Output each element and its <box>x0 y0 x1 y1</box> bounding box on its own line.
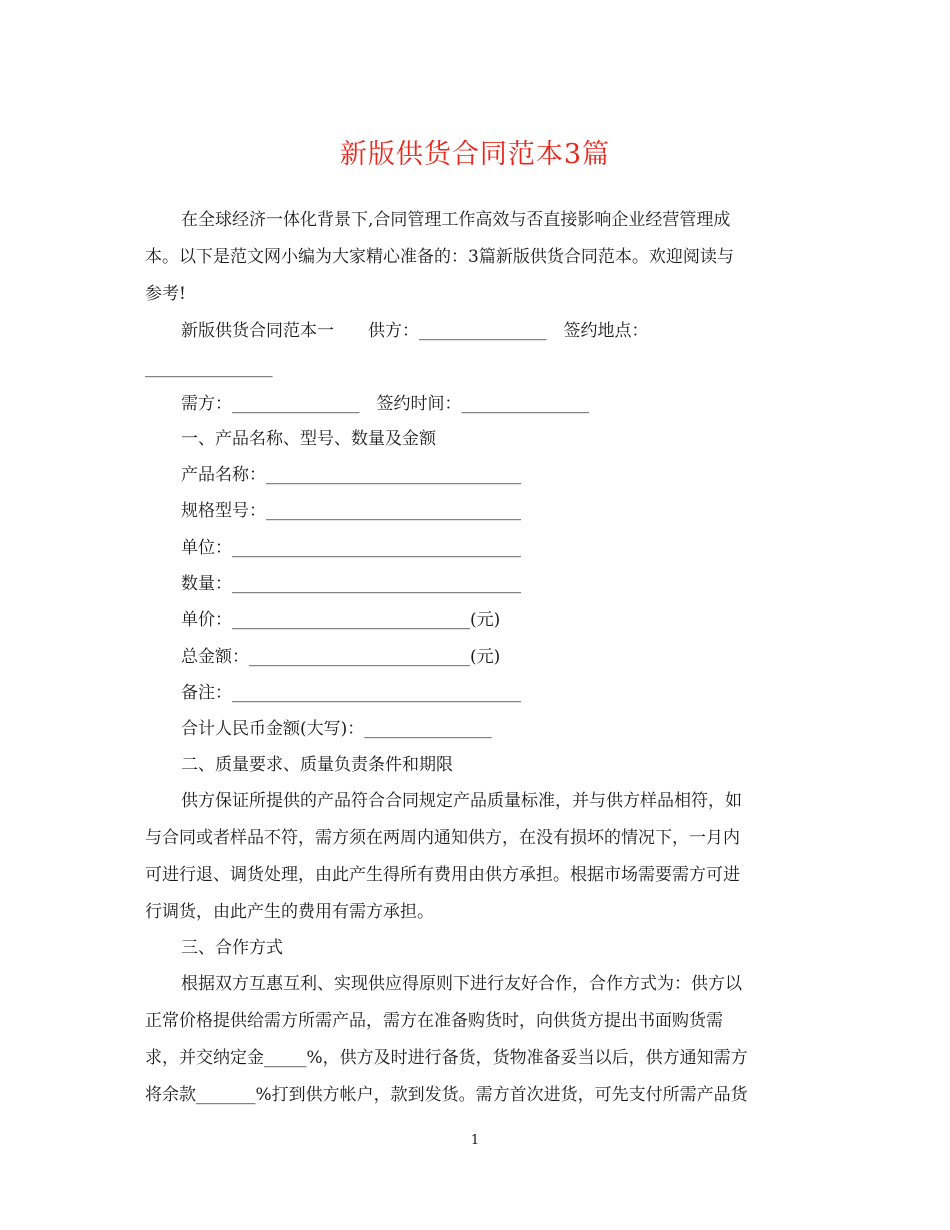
section-2-line-4: 行调货，由此产生的费用有需方承担。 <box>145 902 434 922</box>
intro-line-3: 参考! <box>145 284 186 304</box>
total-rmb-field: 合计人民币金额(大写)：_______________ <box>181 719 492 739</box>
section-3-line-1: 根据双方互惠互利、实现供应得原则下进行友好合作，合作方式为：供方以 <box>181 974 742 994</box>
page-number: 1 <box>470 1133 480 1148</box>
sign-place-blank: _______________ <box>145 358 273 378</box>
document-title: 新版供货合同范本3篇 <box>339 139 611 170</box>
section-3-heading: 三、合作方式 <box>181 938 283 958</box>
intro-line-1: 在全球经济一体化背景下,合同管理工作高效与否直接影响企业经营管理成 <box>181 210 731 230</box>
product-name-field: 产品名称：______________________________ <box>181 465 521 485</box>
section-2-line-3: 可进行退、调货处理，由此产生得所有费用由供方承担。根据市场需要需方可进 <box>145 865 740 885</box>
section-2-line-2: 与合同或者样品不符，需方须在两周内通知供方，在没有损坏的情况下，一月内 <box>145 828 740 848</box>
model-field: 规格型号：______________________________ <box>181 501 521 521</box>
unit-field: 单位：__________________________________ <box>181 538 521 558</box>
section-3-line-4: 将余款_______%打到供方帐户，款到发货。需方首次进货，可先支付所需产品货 <box>145 1085 748 1105</box>
section-2-line-1: 供方保证所提供的产品符合合同规定产品质量标准，并与供方样品相符，如 <box>181 791 742 811</box>
buyer-line: 需方：_______________ 签约时间：_______________ <box>181 394 589 414</box>
total-amount-field: 总金额：__________________________(元) <box>181 647 501 667</box>
section-1-heading: 一、产品名称、型号、数量及金额 <box>181 429 436 449</box>
intro-line-2: 本。以下是范文网小编为大家精心准备的：3篇新版供货合同范本。欢迎阅读与 <box>145 247 734 267</box>
section-3-line-2: 正常价格提供给需方所需产品，需方在准备购货时，向供货方提出书面购货需 <box>145 1011 723 1031</box>
quantity-field: 数量：__________________________________ <box>181 574 521 594</box>
unit-price-field: 单价：____________________________(元) <box>181 610 501 630</box>
section-3-line-3: 求，并交纳定金_____%，供方及时进行备货，货物准备妥当以后，供方通知需方 <box>145 1048 748 1068</box>
remarks-field: 备注：__________________________________ <box>181 683 521 703</box>
contract-header-line: 新版供货合同范本一 供方：_______________ 签约地点： <box>181 321 649 341</box>
section-2-heading: 二、质量要求、质量负责条件和期限 <box>181 755 453 775</box>
